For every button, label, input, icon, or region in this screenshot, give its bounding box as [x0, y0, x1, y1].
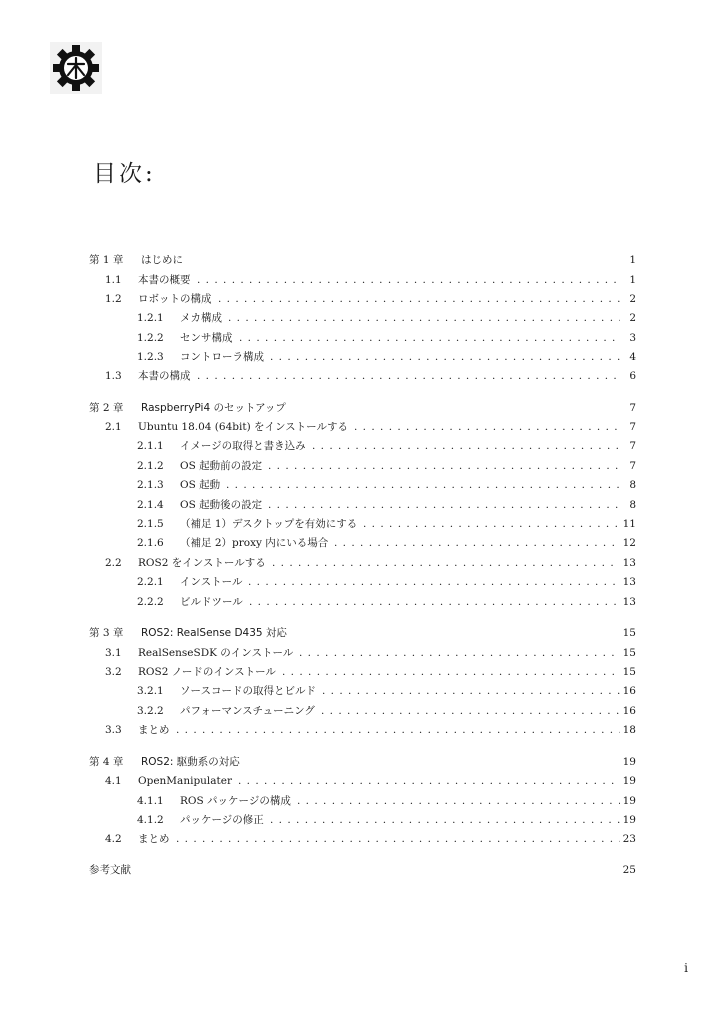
toc-entry-label: ROS2: RealSense D435 対応 — [141, 627, 287, 639]
page-title: 目次: — [93, 161, 156, 187]
toc-entry-page: 15 — [622, 666, 636, 678]
toc-leader-dots — [299, 645, 620, 661]
toc-entry-number: 2.1.6 — [137, 537, 164, 549]
toc-entry-label: Ubuntu 18.04 (64bit) をインストールする — [138, 421, 348, 433]
toc-entry-label: パフォーマンスチューニング — [180, 705, 315, 717]
toc-entry-number: 2.2.1 — [137, 576, 164, 588]
toc-entry-page: 8 — [629, 479, 636, 491]
toc-chapter-row[interactable] — [0, 625, 724, 641]
toc-entry-number: 2.1.4 — [137, 499, 164, 511]
toc-leader-dots — [322, 683, 620, 699]
toc-entry-number: 第 4 章 — [89, 756, 124, 768]
toc-entry-row[interactable] — [0, 310, 724, 326]
toc-entry-number: 4.1 — [105, 775, 122, 787]
toc-leader-dots — [197, 272, 620, 288]
toc-entry-row[interactable] — [0, 574, 724, 590]
toc-entry-row[interactable] — [0, 458, 724, 474]
toc-entry-number: 4.1.2 — [137, 814, 164, 826]
toc-entry-page: 16 — [622, 685, 636, 697]
toc-entry-row[interactable] — [0, 664, 724, 680]
toc-entry-row[interactable] — [0, 703, 724, 719]
toc-entry-label: 本書の構成 — [138, 370, 191, 382]
toc-entry-label: インストール — [180, 576, 243, 588]
toc-leader-dots — [197, 368, 620, 384]
toc-leader-dots — [297, 793, 620, 809]
toc-entry-row[interactable] — [0, 535, 724, 551]
toc-entry-label: まとめ — [138, 724, 170, 736]
toc-entry-label: ソースコードの取得とビルド — [180, 685, 316, 697]
toc-entry-number: 3.3 — [105, 724, 122, 736]
toc-entry-page: 13 — [622, 557, 636, 569]
toc-entry-label: （補足 1）デスクトップを有効にする — [180, 518, 358, 530]
toc-entry-row[interactable] — [0, 497, 724, 513]
toc-entry-page: 12 — [622, 537, 636, 549]
toc-entry-row[interactable] — [0, 645, 724, 661]
toc-entry-number: 2.1.1 — [137, 440, 164, 452]
toc-entry-page: 2 — [629, 312, 636, 324]
toc-entry-row[interactable] — [0, 812, 724, 828]
toc-entry-number: 2.1.2 — [137, 460, 164, 472]
toc-entry-page: 1 — [629, 274, 636, 286]
toc-leader-dots — [228, 310, 620, 326]
toc-entry-number: 1.3 — [105, 370, 122, 382]
page-number: i — [684, 961, 688, 975]
toc-entry-number: 2.1.3 — [137, 479, 164, 491]
toc-leader-dots — [248, 574, 620, 590]
toc-leader-dots — [270, 812, 620, 828]
toc-entry-number: 2.2 — [105, 557, 122, 569]
toc-entry-number: 第 3 章 — [89, 627, 124, 639]
toc-entry-page: 15 — [622, 647, 636, 659]
toc-leader-dots — [239, 330, 620, 346]
toc-entry-row[interactable] — [0, 793, 724, 809]
toc-entry-label: パッケージの修正 — [180, 814, 264, 826]
toc-entry-number: 4.2 — [105, 833, 122, 845]
toc-entry-label: ROS パッケージの構成 — [180, 795, 291, 807]
toc-leader-dots — [272, 555, 620, 571]
toc-entry-row[interactable] — [0, 722, 724, 738]
toc-entry-number: 第 2 章 — [89, 402, 124, 414]
toc-entry-page: 25 — [622, 864, 636, 876]
toc-entry-label: OS 起動前の設定 — [180, 460, 263, 472]
toc-entry-label: RealSenseSDK のインストール — [138, 647, 294, 659]
toc-leader-dots — [176, 831, 620, 847]
toc-entry-page: 18 — [622, 724, 636, 736]
toc-leader-dots — [268, 458, 620, 474]
toc-entry-page: 19 — [622, 775, 636, 787]
toc-entry-page: 7 — [629, 440, 636, 452]
toc-entry-page: 13 — [622, 596, 636, 608]
toc-entry-number: 4.1.1 — [137, 795, 164, 807]
toc-entry-row[interactable] — [0, 773, 724, 789]
toc-entry-number: 第 1 章 — [89, 254, 124, 266]
toc-entry-label: 参考文献 — [89, 864, 131, 876]
toc-leader-dots — [363, 516, 620, 532]
toc-entry-row[interactable] — [0, 516, 724, 532]
toc-leader-dots — [238, 773, 620, 789]
toc-entry-number: 1.2.3 — [137, 351, 164, 363]
toc-entry-number: 2.1.5 — [137, 518, 164, 530]
toc-entry-row[interactable] — [0, 349, 724, 365]
toc-entry-label: ROS2: 駆動系の対応 — [141, 756, 240, 768]
toc-entry-number: 3.2 — [105, 666, 122, 678]
toc-entry-number: 2.2.2 — [137, 596, 164, 608]
toc-leader-dots — [249, 594, 620, 610]
toc-entry-label: まとめ — [138, 833, 170, 845]
toc-entry-row[interactable] — [0, 555, 724, 571]
toc-entry-page: 8 — [629, 499, 636, 511]
toc-leader-dots — [354, 419, 620, 435]
toc-entry-number: 1.1 — [105, 274, 122, 286]
toc-entry-row[interactable] — [0, 683, 724, 699]
toc-entry-page: 7 — [629, 421, 636, 433]
toc-entry-page: 1 — [629, 254, 636, 266]
toc-entry-page: 13 — [622, 576, 636, 588]
toc-entry-row[interactable] — [0, 368, 724, 384]
toc-chapter-row[interactable] — [0, 400, 724, 416]
toc-entry-label: ROS2 ノードのインストール — [138, 666, 276, 678]
toc-entry-label: （補足 2）proxy 内にいる場合 — [180, 537, 329, 549]
toc-entry-number: 2.1 — [105, 421, 122, 433]
toc-entry-label: ビルドツール — [180, 596, 243, 608]
toc-entry-label: はじめに — [141, 254, 183, 266]
toc-entry-page: 11 — [622, 518, 636, 530]
toc-entry-number: 1.2.2 — [137, 332, 164, 344]
toc-entry-row[interactable] — [0, 419, 724, 435]
toc-entry-label: ROS2 をインストールする — [138, 557, 266, 569]
toc-entry-row[interactable] — [0, 831, 724, 847]
toc-entry-page: 15 — [622, 627, 636, 639]
toc-entry-page: 2 — [629, 293, 636, 305]
toc-chapter-row[interactable] — [0, 252, 724, 268]
toc-entry-label: OS 起動 — [180, 479, 221, 491]
toc-chapter-row[interactable] — [0, 862, 724, 878]
toc-entry-page: 3 — [629, 332, 636, 344]
toc-entry-label: メカ構成 — [180, 312, 222, 324]
toc-entry-number: 1.2 — [105, 293, 122, 305]
toc-entry-label: コントローラ構成 — [180, 351, 264, 363]
toc-entry-row[interactable] — [0, 330, 724, 346]
toc-entry-label: OS 起動後の設定 — [180, 499, 263, 511]
toc-entry-page: 6 — [629, 370, 636, 382]
toc-entry-number: 1.2.1 — [137, 312, 164, 324]
toc-leader-dots — [176, 722, 620, 738]
toc-entry-row[interactable] — [0, 291, 724, 307]
toc-entry-page: 23 — [622, 833, 636, 845]
toc-entry-label: RaspberryPi4 のセットアップ — [141, 402, 286, 414]
toc-entry-label: OpenManipulater — [138, 775, 232, 787]
toc-entry-page: 7 — [629, 402, 636, 414]
toc-leader-dots — [226, 477, 620, 493]
toc-entry-row[interactable] — [0, 272, 724, 288]
toc-leader-dots — [270, 349, 620, 365]
toc-entry-label: 本書の概要 — [138, 274, 191, 286]
toc-entry-page: 16 — [622, 705, 636, 717]
toc-leader-dots — [268, 497, 620, 513]
toc-entry-page: 7 — [629, 460, 636, 472]
toc-leader-dots — [334, 535, 620, 551]
toc-entry-number: 3.1 — [105, 647, 122, 659]
toc-leader-dots — [312, 438, 620, 454]
toc-entry-page: 4 — [629, 351, 636, 363]
toc-entry-page: 19 — [622, 795, 636, 807]
toc-entry-label: センサ構成 — [180, 332, 233, 344]
toc-entry-number: 3.2.2 — [137, 705, 164, 717]
toc-leader-dots — [218, 291, 620, 307]
toc-entry-label: ロボットの構成 — [138, 293, 212, 305]
toc-entry-page: 19 — [622, 814, 636, 826]
toc-entry-row[interactable] — [0, 477, 724, 493]
toc-chapter-row[interactable] — [0, 754, 724, 770]
toc-entry-page: 19 — [622, 756, 636, 768]
toc-leader-dots — [282, 664, 620, 680]
toc-entry-number: 3.2.1 — [137, 685, 164, 697]
toc-entry-row[interactable] — [0, 438, 724, 454]
toc-entry-row[interactable] — [0, 594, 724, 610]
toc-leader-dots — [321, 703, 620, 719]
toc-entry-label: イメージの取得と書き込み — [180, 440, 306, 452]
